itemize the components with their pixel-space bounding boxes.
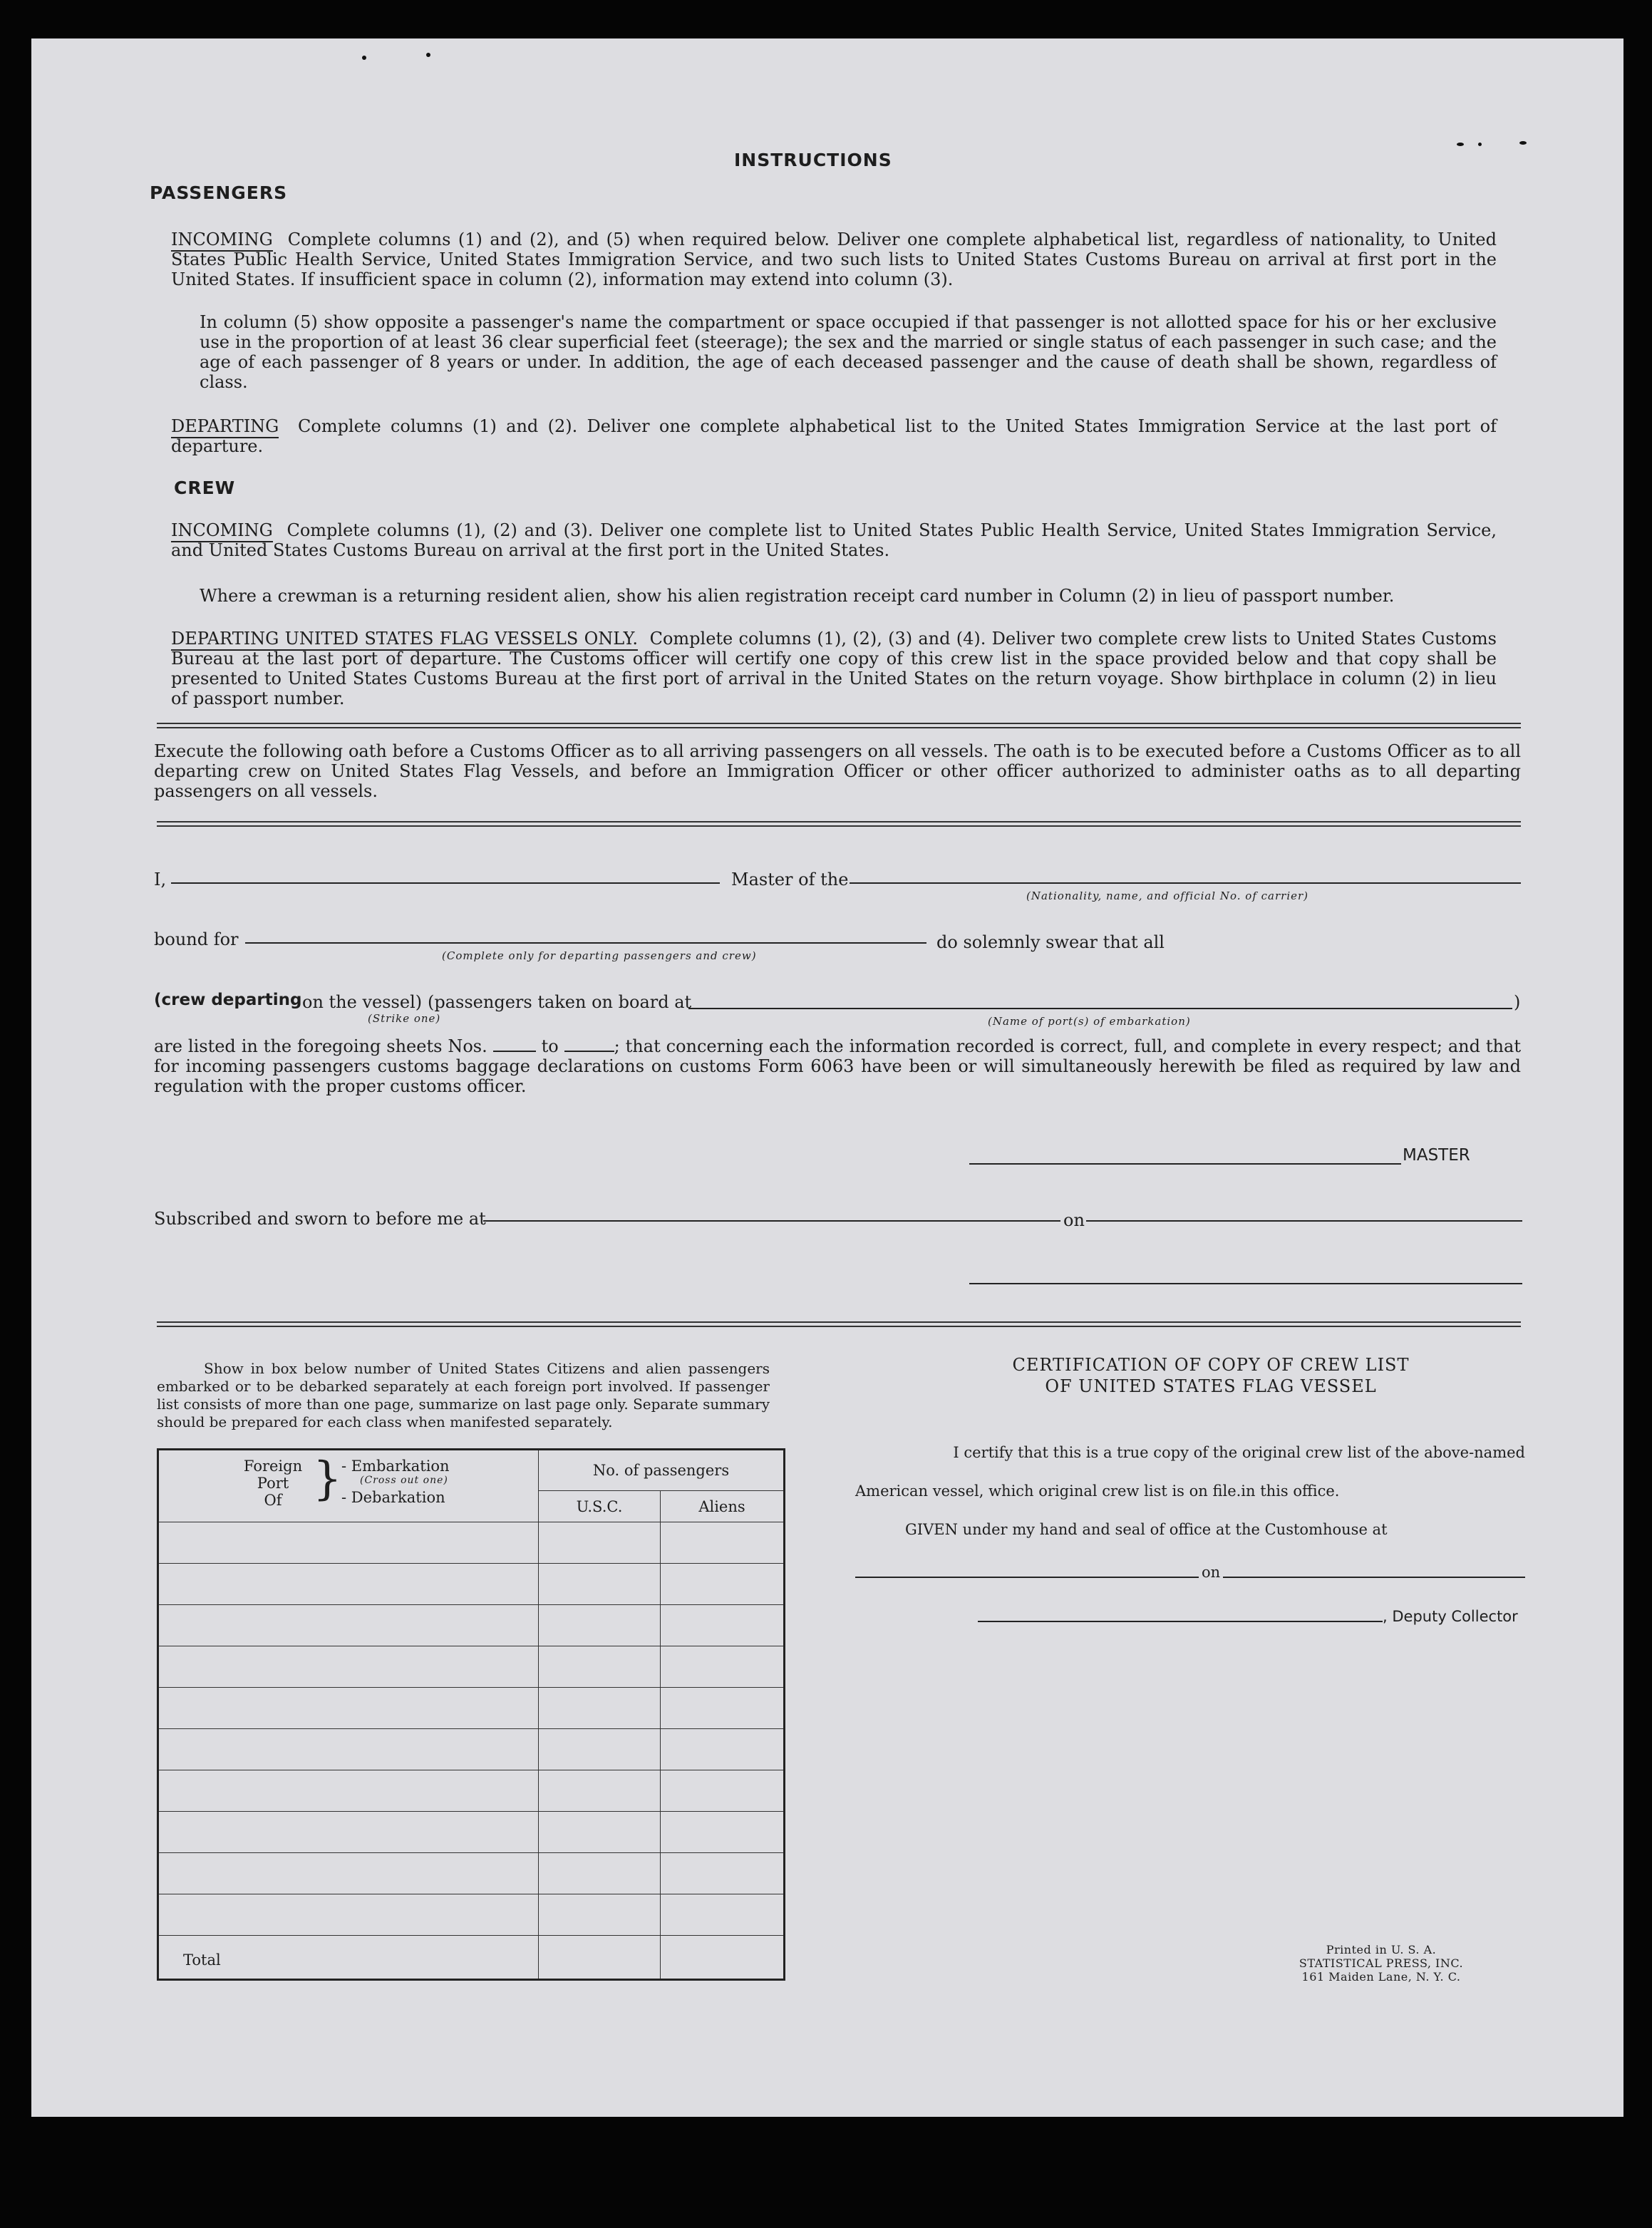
port-cell[interactable] bbox=[158, 1812, 539, 1853]
port-cell[interactable] bbox=[158, 1564, 539, 1605]
embarkation-option[interactable]: - Embarkation bbox=[341, 1458, 450, 1475]
carrier-field[interactable] bbox=[850, 882, 1521, 884]
speck bbox=[1457, 143, 1464, 146]
port-cell[interactable] bbox=[158, 1770, 539, 1812]
usc-cell[interactable] bbox=[539, 1729, 661, 1770]
ports-hint: (Name of port(s) of embarkation) bbox=[988, 1015, 1191, 1028]
master-name-field[interactable] bbox=[171, 882, 720, 884]
usc-cell[interactable] bbox=[539, 1894, 661, 1936]
certify-line2: American vessel, which original crew list is on file.in this office. bbox=[855, 1482, 1340, 1500]
usc-cell[interactable] bbox=[539, 1522, 661, 1564]
divider bbox=[157, 1321, 1521, 1327]
port-cell[interactable] bbox=[158, 1853, 539, 1894]
speck bbox=[362, 56, 366, 60]
speck bbox=[1478, 143, 1482, 146]
certification-title bbox=[922, 1354, 1499, 1397]
printer-line1: Printed in U. S. A. bbox=[1326, 1943, 1437, 1956]
sheet-from-field[interactable] bbox=[493, 1051, 536, 1052]
incoming-label: INCOMING bbox=[171, 229, 273, 252]
printer-line3: 161 Maiden Lane, N. Y. C. bbox=[1301, 1970, 1461, 1984]
sworn-place-field[interactable] bbox=[483, 1220, 1060, 1222]
departing-text: Complete columns (1) and (2). Deliver one complete alphabetical list to the United States Immigration Service at the last port of departure. bbox=[171, 416, 1497, 456]
aliens-cell[interactable] bbox=[661, 1646, 785, 1688]
master-label: MASTER bbox=[1403, 1146, 1470, 1165]
departing-label: DEPARTING bbox=[171, 416, 279, 438]
cert-date-field[interactable] bbox=[1223, 1577, 1525, 1578]
certify-line1: I certify that this is a true copy of the original crew list of the above-named bbox=[953, 1444, 1525, 1461]
speck bbox=[426, 53, 430, 57]
statement-rest: ; that concerning each the information recorded is correct, full, and complete in every respect; and that for incoming passengers customs baggage declarations on customs Form 6063 have been or will simultaneously herewith be filed as required by law and regulation with the proper customs officer. bbox=[154, 1036, 1521, 1096]
certification-title-line1: CERTIFICATION OF COPY OF CREW LIST bbox=[1012, 1355, 1410, 1375]
brace: } bbox=[313, 1453, 342, 1505]
aliens-header: Aliens bbox=[661, 1491, 785, 1522]
certification-title-line2: OF UNITED STATES FLAG VESSEL bbox=[1045, 1376, 1377, 1396]
aliens-cell[interactable] bbox=[661, 1688, 785, 1729]
oath-intro: Execute the following oath before a Customs Officer as to all arriving passengers on all vessels. The oath is to be executed before a Customs Officer as to all departing crew on United States Flag Vessels, and before an Immigration Officer or other officer authorized to administer oaths as to all departing passengers on all vessels. bbox=[154, 741, 1521, 801]
crew-heading: CREW bbox=[174, 478, 236, 498]
port-cell[interactable] bbox=[158, 1894, 539, 1936]
crewman-paragraph: Where a crewman is a returning resident alien, show his alien registration receipt card number in Column (2) in lieu of passport number. bbox=[200, 586, 1395, 606]
instructions-title: INSTRUCTIONS bbox=[734, 150, 892, 170]
aliens-cell[interactable] bbox=[661, 1894, 785, 1936]
customhouse-field[interactable] bbox=[855, 1577, 1199, 1578]
sworn-date-field[interactable] bbox=[1086, 1220, 1522, 1222]
passengers-departing-paragraph bbox=[171, 416, 1497, 456]
crew-incoming-text: Complete columns (1), (2) and (3). Deliver one complete list to United States Public Health Service, United States Immigration Service, and United States Customs Bureau on arrival at the first port in the United States. bbox=[171, 520, 1497, 560]
departing-flag-paragraph bbox=[171, 629, 1497, 708]
to-label: to bbox=[541, 1036, 559, 1056]
port-cell[interactable] bbox=[158, 1646, 539, 1688]
usc-header: U.S.C. bbox=[539, 1491, 661, 1522]
aliens-cell[interactable] bbox=[661, 1605, 785, 1646]
form-page bbox=[31, 38, 1623, 2117]
aliens-cell[interactable] bbox=[661, 1812, 785, 1853]
crew-incoming-paragraph bbox=[171, 520, 1497, 560]
port-cell[interactable] bbox=[158, 1522, 539, 1564]
usc-cell[interactable] bbox=[539, 1646, 661, 1688]
deputy-collector-label: , Deputy Collector bbox=[1383, 1608, 1518, 1625]
column5-paragraph: In column (5) show opposite a passenger's name the compartment or space occupied if that passenger is not allotted space for his or her exclusive use in the proportion of at least 36 clear superficial feet (steerage); the sex and the married or single status of each passenger in such case; and the age of each passenger of 8 years or under. In addition, the age of each deceased passenger and the cause of death shall be shown, regardless of class. bbox=[200, 312, 1497, 392]
are-listed-label: are listed in the foregoing sheets Nos. bbox=[154, 1036, 487, 1056]
subscribed-label: Subscribed and sworn to before me at bbox=[154, 1209, 486, 1229]
printer-line2: STATISTICAL PRESS, INC. bbox=[1299, 1956, 1464, 1970]
nationality-hint: (Nationality, name, and official No. of carrier) bbox=[1026, 889, 1309, 902]
sworn-on-label: on bbox=[1063, 1210, 1085, 1230]
usc-total-cell[interactable] bbox=[539, 1936, 661, 1980]
aliens-cell[interactable] bbox=[661, 1853, 785, 1894]
usc-cell[interactable] bbox=[539, 1564, 661, 1605]
aliens-cell[interactable] bbox=[661, 1770, 785, 1812]
divider bbox=[157, 723, 1521, 728]
speck bbox=[1519, 141, 1527, 145]
on-the-vessel-label: on the vessel) bbox=[302, 992, 423, 1012]
oath-statement bbox=[154, 1036, 1521, 1096]
divider bbox=[157, 821, 1521, 827]
incoming-text: Complete columns (1) and (2), and (5) when required below. Deliver one complete alphabetical list, regardless of nationality, to United States Public Health Service, United States Immigration Service, and two such lists to United States Customs Bureau on arrival at first port in the United States. If insufficient space in column (2), information may extend into column (3). bbox=[171, 229, 1497, 289]
printer-imprint bbox=[1267, 1943, 1495, 1984]
cross-out-hint: (Cross out one) bbox=[360, 1475, 448, 1486]
total-label: Total bbox=[158, 1936, 539, 1980]
master-signature-field[interactable] bbox=[969, 1163, 1401, 1165]
usc-cell[interactable] bbox=[539, 1812, 661, 1853]
foreign-port-of: Foreign Port Of bbox=[243, 1458, 303, 1509]
usc-cell[interactable] bbox=[539, 1605, 661, 1646]
embarkation-ports-field[interactable] bbox=[688, 1008, 1512, 1009]
sheet-to-field[interactable] bbox=[564, 1051, 614, 1052]
passengers-heading: PASSENGERS bbox=[150, 182, 288, 203]
summary-note: Show in box below number of United States Citizens and alien passengers embarked or to be debarked separately at each foreign port involved. If passenger list consists of more than one page, summarize on last page only. Separate summary should be prepared for each class when manifested separately. bbox=[157, 1360, 770, 1430]
passenger-summary-table bbox=[157, 1448, 785, 1981]
debarkation-option[interactable]: - Debarkation bbox=[341, 1489, 445, 1506]
usc-cell[interactable] bbox=[539, 1853, 661, 1894]
officer-signature-field[interactable] bbox=[969, 1283, 1522, 1284]
port-cell[interactable] bbox=[158, 1688, 539, 1729]
crew-departing-option[interactable]: (crew departing bbox=[154, 991, 302, 1009]
departing-flag-label: DEPARTING UNITED STATES FLAG VESSELS ONLY. bbox=[171, 629, 638, 651]
aliens-cell[interactable] bbox=[661, 1729, 785, 1770]
passengers-taken-option[interactable]: (passengers taken on board at bbox=[428, 992, 692, 1012]
departing-flag-text: Complete columns (1), (2), (3) and (4). Deliver two complete crew lists to United States Customs Bureau at the last port of departure. The Customs officer will certify one copy of this crew list in the space provided below and that copy shall be presented to United States Customs Bureau at the first port of arrival in the United States on the return voyage. Show birthplace in column (2) in lieu of passport number. bbox=[171, 629, 1497, 708]
no-of-passengers-header: No. of passengers bbox=[539, 1450, 785, 1491]
usc-cell[interactable] bbox=[539, 1688, 661, 1729]
usc-cell[interactable] bbox=[539, 1770, 661, 1812]
port-cell[interactable] bbox=[158, 1729, 539, 1770]
port-header-cell bbox=[158, 1450, 539, 1522]
bound-for-label: bound for bbox=[154, 929, 239, 949]
close-paren: ) bbox=[1514, 992, 1521, 1012]
given-line: GIVEN under my hand and seal of office at the Customhouse at bbox=[905, 1521, 1388, 1538]
deputy-collector-signature-field[interactable] bbox=[978, 1621, 1383, 1622]
strike-one-hint: (Strike one) bbox=[368, 1012, 441, 1025]
port-cell[interactable] bbox=[158, 1605, 539, 1646]
crew-incoming-label: INCOMING bbox=[171, 520, 273, 542]
aliens-cell[interactable] bbox=[661, 1564, 785, 1605]
cert-on-label: on bbox=[1202, 1564, 1221, 1581]
bound-for-field[interactable] bbox=[245, 942, 926, 944]
aliens-cell[interactable] bbox=[661, 1522, 785, 1564]
aliens-total-cell[interactable] bbox=[661, 1936, 785, 1980]
passengers-incoming-paragraph bbox=[171, 229, 1497, 289]
master-of-the-label: Master of the bbox=[731, 870, 849, 889]
solemnly-swear-label: do solemnly swear that all bbox=[936, 932, 1165, 952]
oath-i-label: I, bbox=[154, 870, 167, 889]
complete-only-hint: (Complete only for departing passengers and crew) bbox=[442, 949, 757, 962]
